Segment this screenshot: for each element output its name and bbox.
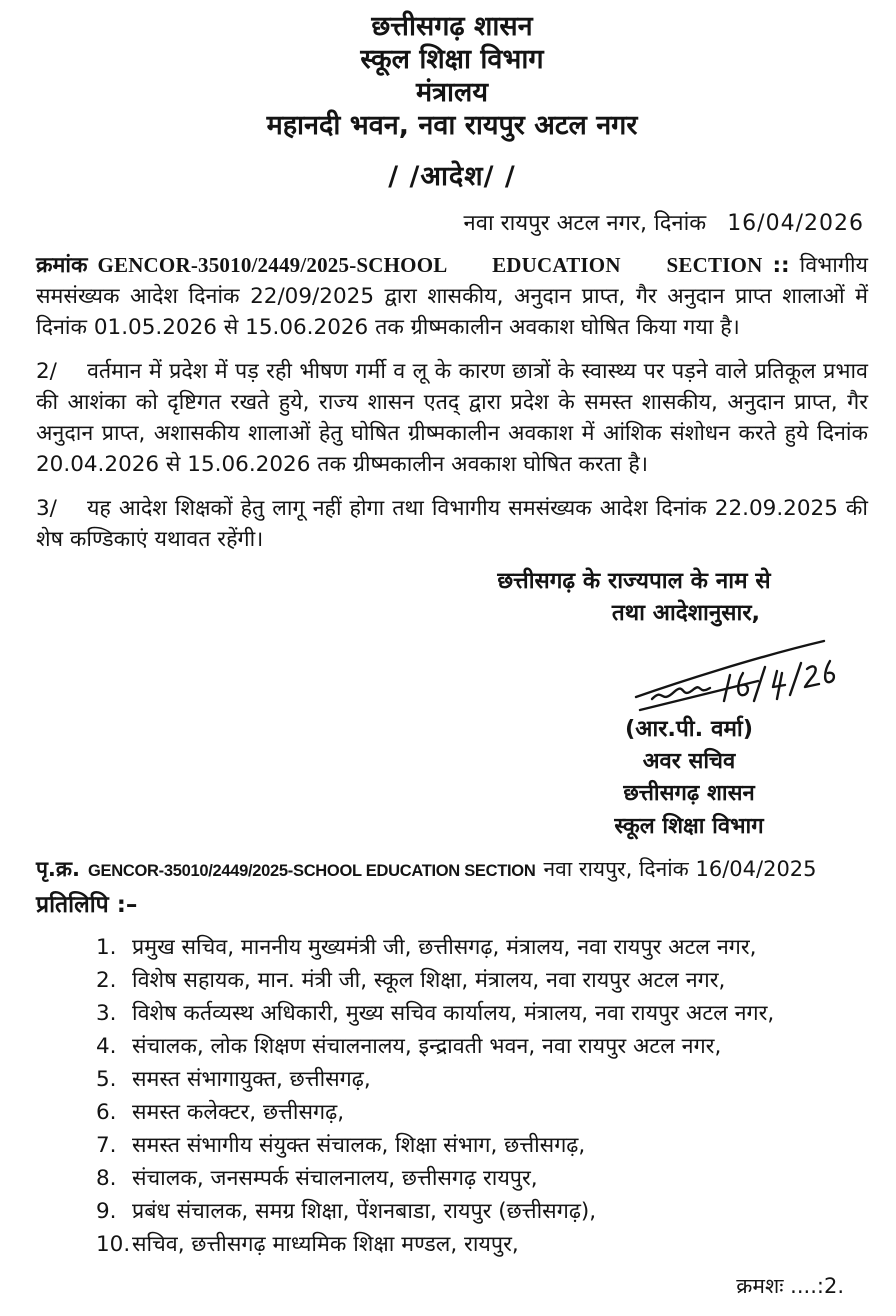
paragraph-1-text: विभागीय समसंख्यक आदेश दिनांक 22/09/2025 द्वारा शासकीय, अनुदान प्राप्त, गैर अनुदान प्राप्त शालाओं में दिनांक 01.05.2026 से 15.06.2026 तक ग्रीष्मकालीन अवकाश घोषित किया गया है। <box>36 253 868 340</box>
list-item-text: समस्त संभागीय संयुक्त संचालक, शिक्षा संभाग, छत्तीसगढ़, <box>132 1133 586 1158</box>
place-date-label: नवा रायपुर अटल नगर, दिनांक <box>463 211 707 236</box>
letterhead-line-building: महानदी भवन, नवा रायपुर अटल नगर <box>266 110 638 141</box>
list-item <box>96 1030 868 1063</box>
letterhead-line-department: स्कूल शिक्षा विभाग <box>360 44 544 75</box>
reference-separator: :: <box>772 253 790 278</box>
list-item-number: 8. <box>96 1166 117 1191</box>
list-item <box>96 1195 868 1228</box>
paragraph-3-text: यह आदेश शिक्षकों हेतु लागू नहीं होगा तथा विभागीय समसंख्यक आदेश दिनांक 22.09.2025 की शेष कण्डिकाएं यथावत रहेंगी। <box>36 496 868 552</box>
signatory-block <box>554 713 824 843</box>
signatory-org-line1: छत्तीसगढ़ शासन <box>623 781 755 806</box>
endorsement-date: 16/04/2025 <box>695 857 817 881</box>
list-item-text: विशेष सहायक, मान. मंत्री जी, स्कूल शिक्षा, मंत्रालय, नवा रायपुर अटल नगर, <box>132 968 726 993</box>
list-item-number: 1. <box>96 935 117 960</box>
continuation-note: क्रमशः ....:2. <box>736 1274 844 1298</box>
endorsement-label: पृ.क्र. <box>36 857 81 881</box>
list-item-number: 3. <box>96 1001 117 1026</box>
signatory-designation: अवर सचिव <box>642 748 736 774</box>
list-item-text: संचालक, लोक शिक्षण संचालनालय, इन्द्रावती भवन, नवा रायपुर अटल नगर, <box>132 1034 722 1059</box>
place-date-line <box>36 207 868 237</box>
list-item-text: संचालक, जनसम्पर्क संचालनालय, छत्तीसगढ़ रायपुर, <box>132 1166 538 1191</box>
list-item <box>96 997 868 1030</box>
list-item <box>96 931 868 964</box>
letterhead-line-ministry: मंत्रालय <box>415 77 488 108</box>
list-item <box>96 1162 868 1195</box>
distribution-list <box>36 931 868 1261</box>
list-item-text: समस्त कलेक्टर, छत्तीसगढ़, <box>132 1100 345 1125</box>
list-item-text: विशेष कर्तव्यस्थ अधिकारी, मुख्य सचिव कार्यालय, मंत्रालय, नवा रायपुर अटल नगर, <box>132 1001 775 1026</box>
list-item-text: समस्त संभागायुक्त, छत्तीसगढ़, <box>132 1067 371 1092</box>
list-item <box>96 1063 868 1096</box>
letterhead-line-government: छत्तीसगढ़ शासन <box>371 11 533 42</box>
signatory-org-line2: स्कूल शिक्षा विभाग <box>614 813 764 839</box>
order-heading: / /आदेश/ / <box>388 161 516 192</box>
letterhead <box>36 10 868 142</box>
signatory-name: (आर.पी. वर्मा) <box>624 716 754 742</box>
list-item-number: 10. <box>96 1232 131 1257</box>
list-item-number: 7. <box>96 1133 117 1158</box>
endorsement-reference-number: GENCOR-35010/2449/2025-SCHOOL EDUCATION SECTION <box>88 862 536 880</box>
paragraph-2-text: वर्तमान में प्रदेश में पड़ रही भीषण गर्मी व लू के कारण छात्रों के स्वास्थ्य पर पड़ने वाले प्रतिकूल प्रभाव की आशंका को दृष्टिगत रखते हुये, राज्य शासन एतद् द्वारा प्रदेश के समस्त शासकीय, अनुदान प्राप्त, गैर अनुदान प्राप्त, अशासकीय शालाओं हेतु घोषित ग्रीष्मकालीन अवकाश में आंशिक संशोधन करते हुये दिनांक 20.04.2026 से 15.06.2026 तक ग्रीष्मकालीन अवकाश घोषित करता है। <box>36 359 868 477</box>
paragraph-2-number: 2/ <box>36 359 57 384</box>
list-item-text: सचिव, छत्तीसगढ़ माध्यमिक शिक्षा मण्डल, रायपुर, <box>132 1232 519 1257</box>
paragraph-3-number: 3/ <box>36 496 57 521</box>
copy-to-label: प्रतिलिपि :– <box>36 892 138 918</box>
order-date: 16/04/2026 <box>727 211 864 236</box>
paragraph-2 <box>36 356 868 480</box>
endorsement-line <box>36 855 868 883</box>
list-item <box>96 1096 868 1129</box>
list-item-number: 5. <box>96 1067 117 1092</box>
list-item-number: 6. <box>96 1100 117 1125</box>
authority-line-governor: छत्तीसगढ़ के राज्यपाल के नाम से <box>497 568 771 594</box>
list-item <box>96 964 868 997</box>
paragraph-reference <box>36 250 868 343</box>
paragraph-3 <box>36 493 868 555</box>
list-item <box>96 1228 868 1261</box>
authority-block <box>406 565 862 843</box>
endorsement-place-date-label: नवा रायपुर, दिनांक <box>543 857 689 881</box>
reference-number-label: क्रमांक <box>36 253 88 278</box>
authority-line-by-order: तथा आदेशानुसार, <box>611 600 761 626</box>
list-item-text: प्रमुख सचिव, माननीय मुख्यमंत्री जी, छत्तीसगढ़, मंत्रालय, नवा रायपुर अटल नगर, <box>132 935 757 960</box>
reference-number: GENCOR-35010/2449/2025-SCHOOL EDUCATION SECTION <box>97 253 763 277</box>
list-item-number: 4. <box>96 1034 117 1059</box>
list-item <box>96 1129 868 1162</box>
list-item-number: 9. <box>96 1199 117 1224</box>
handwritten-signature-icon <box>634 637 840 723</box>
list-item-text: प्रबंध संचालक, समग्र शिक्षा, पेंशनबाडा, रायपुर (छत्तीसगढ़), <box>132 1199 597 1224</box>
list-item-number: 2. <box>96 968 117 993</box>
